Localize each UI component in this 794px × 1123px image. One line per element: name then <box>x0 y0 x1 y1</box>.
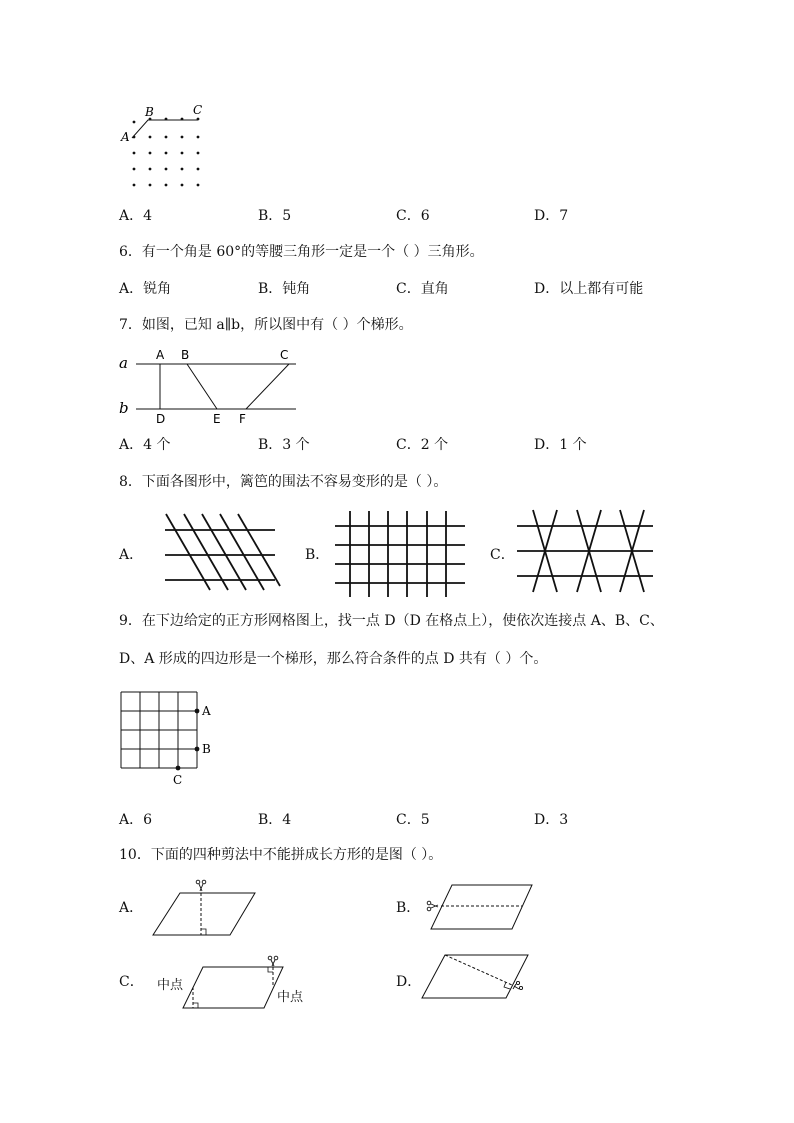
q5-option-a[interactable]: A．4 <box>119 208 153 224</box>
q9-square-grid-figure <box>115 685 225 789</box>
q9-label-c: C <box>173 773 183 787</box>
q10-figure-c[interactable] <box>180 955 286 1011</box>
q6-option-b[interactable]: B．钝角 <box>258 281 311 297</box>
q9-stem-line2: D、A 形成的四边形是一个梯形，那么符合条件的点 D 共有（ ）个。 <box>119 651 548 667</box>
q10-figure-b[interactable] <box>424 882 536 932</box>
q7-parallel-lines-figure <box>115 345 305 427</box>
q5-label-a: A <box>121 130 130 144</box>
q8-fence-b-figure[interactable] <box>333 508 465 598</box>
q10-figure-d[interactable] <box>420 953 532 1001</box>
q9-option-c[interactable]: C．5 <box>396 812 430 828</box>
q10-midpoint-right-label: 中点 <box>277 990 304 1005</box>
q7-option-c[interactable]: C．2 个 <box>396 437 449 453</box>
q8-fence-a-figure[interactable] <box>160 510 280 592</box>
q5-option-b[interactable]: B．5 <box>258 208 292 224</box>
q10-option-a[interactable]: A． <box>119 900 144 916</box>
q9-option-b[interactable]: B．4 <box>258 812 292 828</box>
scissors-icon <box>268 956 278 966</box>
q10-figure-a[interactable] <box>148 878 258 940</box>
q8-fence-c-figure[interactable] <box>515 508 655 594</box>
q8-option-b[interactable]: B． <box>305 547 330 563</box>
q7-label-line-a: a <box>119 354 128 372</box>
q7-option-a[interactable]: A．4 个 <box>119 437 171 453</box>
q7-stem: 7．如图，已知 a∥b，所以图中有（ ）个梯形。 <box>119 317 413 333</box>
q6-stem: 6．有一个角是 60°的等腰三角形一定是一个（ ）三角形。 <box>119 244 484 260</box>
q8-option-a[interactable]: A． <box>119 547 144 563</box>
q5-option-c[interactable]: C．6 <box>396 208 430 224</box>
q5-option-d[interactable]: D．7 <box>534 208 569 224</box>
q7-label-b: B <box>181 348 190 362</box>
q7-label-d: D <box>156 412 166 426</box>
q5-label-b: B <box>145 105 154 119</box>
q7-label-c: C <box>280 348 289 362</box>
q5-dot-grid-figure <box>115 100 215 195</box>
q6-option-c[interactable]: C．直角 <box>396 281 449 297</box>
q5-label-c: C <box>193 103 203 117</box>
scissors-icon <box>427 901 438 911</box>
q6-option-d[interactable]: D．以上都有可能 <box>534 281 644 297</box>
q9-label-a: A <box>202 704 211 718</box>
q7-option-b[interactable]: B．3 个 <box>258 437 310 453</box>
q7-label-a: A <box>156 348 165 362</box>
q7-option-d[interactable]: D．1 个 <box>534 437 587 453</box>
q10-option-d[interactable]: D． <box>396 974 422 990</box>
q7-label-f: F <box>239 412 246 426</box>
q10-stem: 10．下面的四种剪法中不能拼成长方形的是图（ ）。 <box>119 847 443 863</box>
q9-option-d[interactable]: D．3 <box>534 812 569 828</box>
q10-option-c[interactable]: C． <box>119 974 144 990</box>
q10-option-b[interactable]: B． <box>396 900 421 916</box>
q8-stem: 8．下面各图形中，篱笆的围法不容易变形的是（ ）。 <box>119 474 448 490</box>
q8-option-c[interactable]: C． <box>490 547 515 563</box>
scissors-icon <box>513 981 523 989</box>
q7-label-e: E <box>213 412 221 426</box>
q7-label-line-b: b <box>119 399 129 417</box>
q9-option-a[interactable]: A．6 <box>119 812 153 828</box>
scissors-icon <box>196 880 206 891</box>
q10-midpoint-left-label: 中点 <box>157 978 184 993</box>
q6-option-a[interactable]: A．锐角 <box>119 281 172 297</box>
q9-label-b: B <box>202 742 211 756</box>
q9-stem-line1: 9．在下边给定的正方形网格图上，找一点 D（D 在格点上），使依次连接点 A、B、C、 <box>119 613 664 629</box>
